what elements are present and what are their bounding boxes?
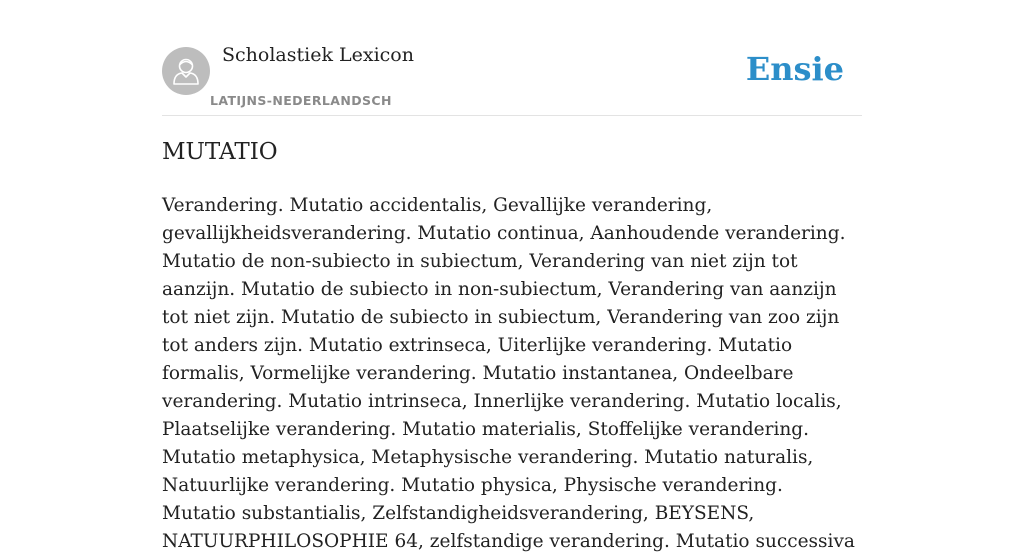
user-silhouette-icon xyxy=(162,47,210,95)
source-subtitle: LATIJNS-NEDERLANDSCH xyxy=(210,93,392,108)
source-avatar[interactable] xyxy=(162,47,210,95)
source-title[interactable]: Scholastiek Lexicon xyxy=(222,44,414,66)
brand-logo[interactable]: Ensie xyxy=(745,50,844,88)
entry-title: MUTATIO xyxy=(162,139,278,165)
source-header xyxy=(162,0,862,116)
entry-definition: Verandering. Mutatio accidentalis, Gevallijke verandering, gevallijkheidsverandering. Mutatio continua, Aanhoudende verandering. Mutatio de non-subiecto in subiectum, Verandering van niet zijn tot aanzijn. Mutatio de subiecto in non-subiectum, Verandering van aanzijn tot niet zijn. Mutatio de subiecto in subiectum, Verandering van zoo zijn tot anders zijn. Mutatio extrinseca, Uiterlijke verandering. Mutatio formalis, Vormelijke verandering. Mutatio instantanea, Ondeelbare verandering. Mutatio intrinseca, Innerlijke verandering. Mutatio localis, Plaatselijke verandering. Mutatio materialis, Stoffelijke verandering. Mutatio metaphysica, Metaphysische verandering. Mutatio naturalis, Natuurlijke verandering. Mutatio physica, Physische verandering. Mutatio substantialis, Zelfstandigheidsverandering, BEYSENS, NATUURPHILOSOPHIE 64, zelfstandige verandering. Mutatio successiva xyxy=(162,195,855,552)
